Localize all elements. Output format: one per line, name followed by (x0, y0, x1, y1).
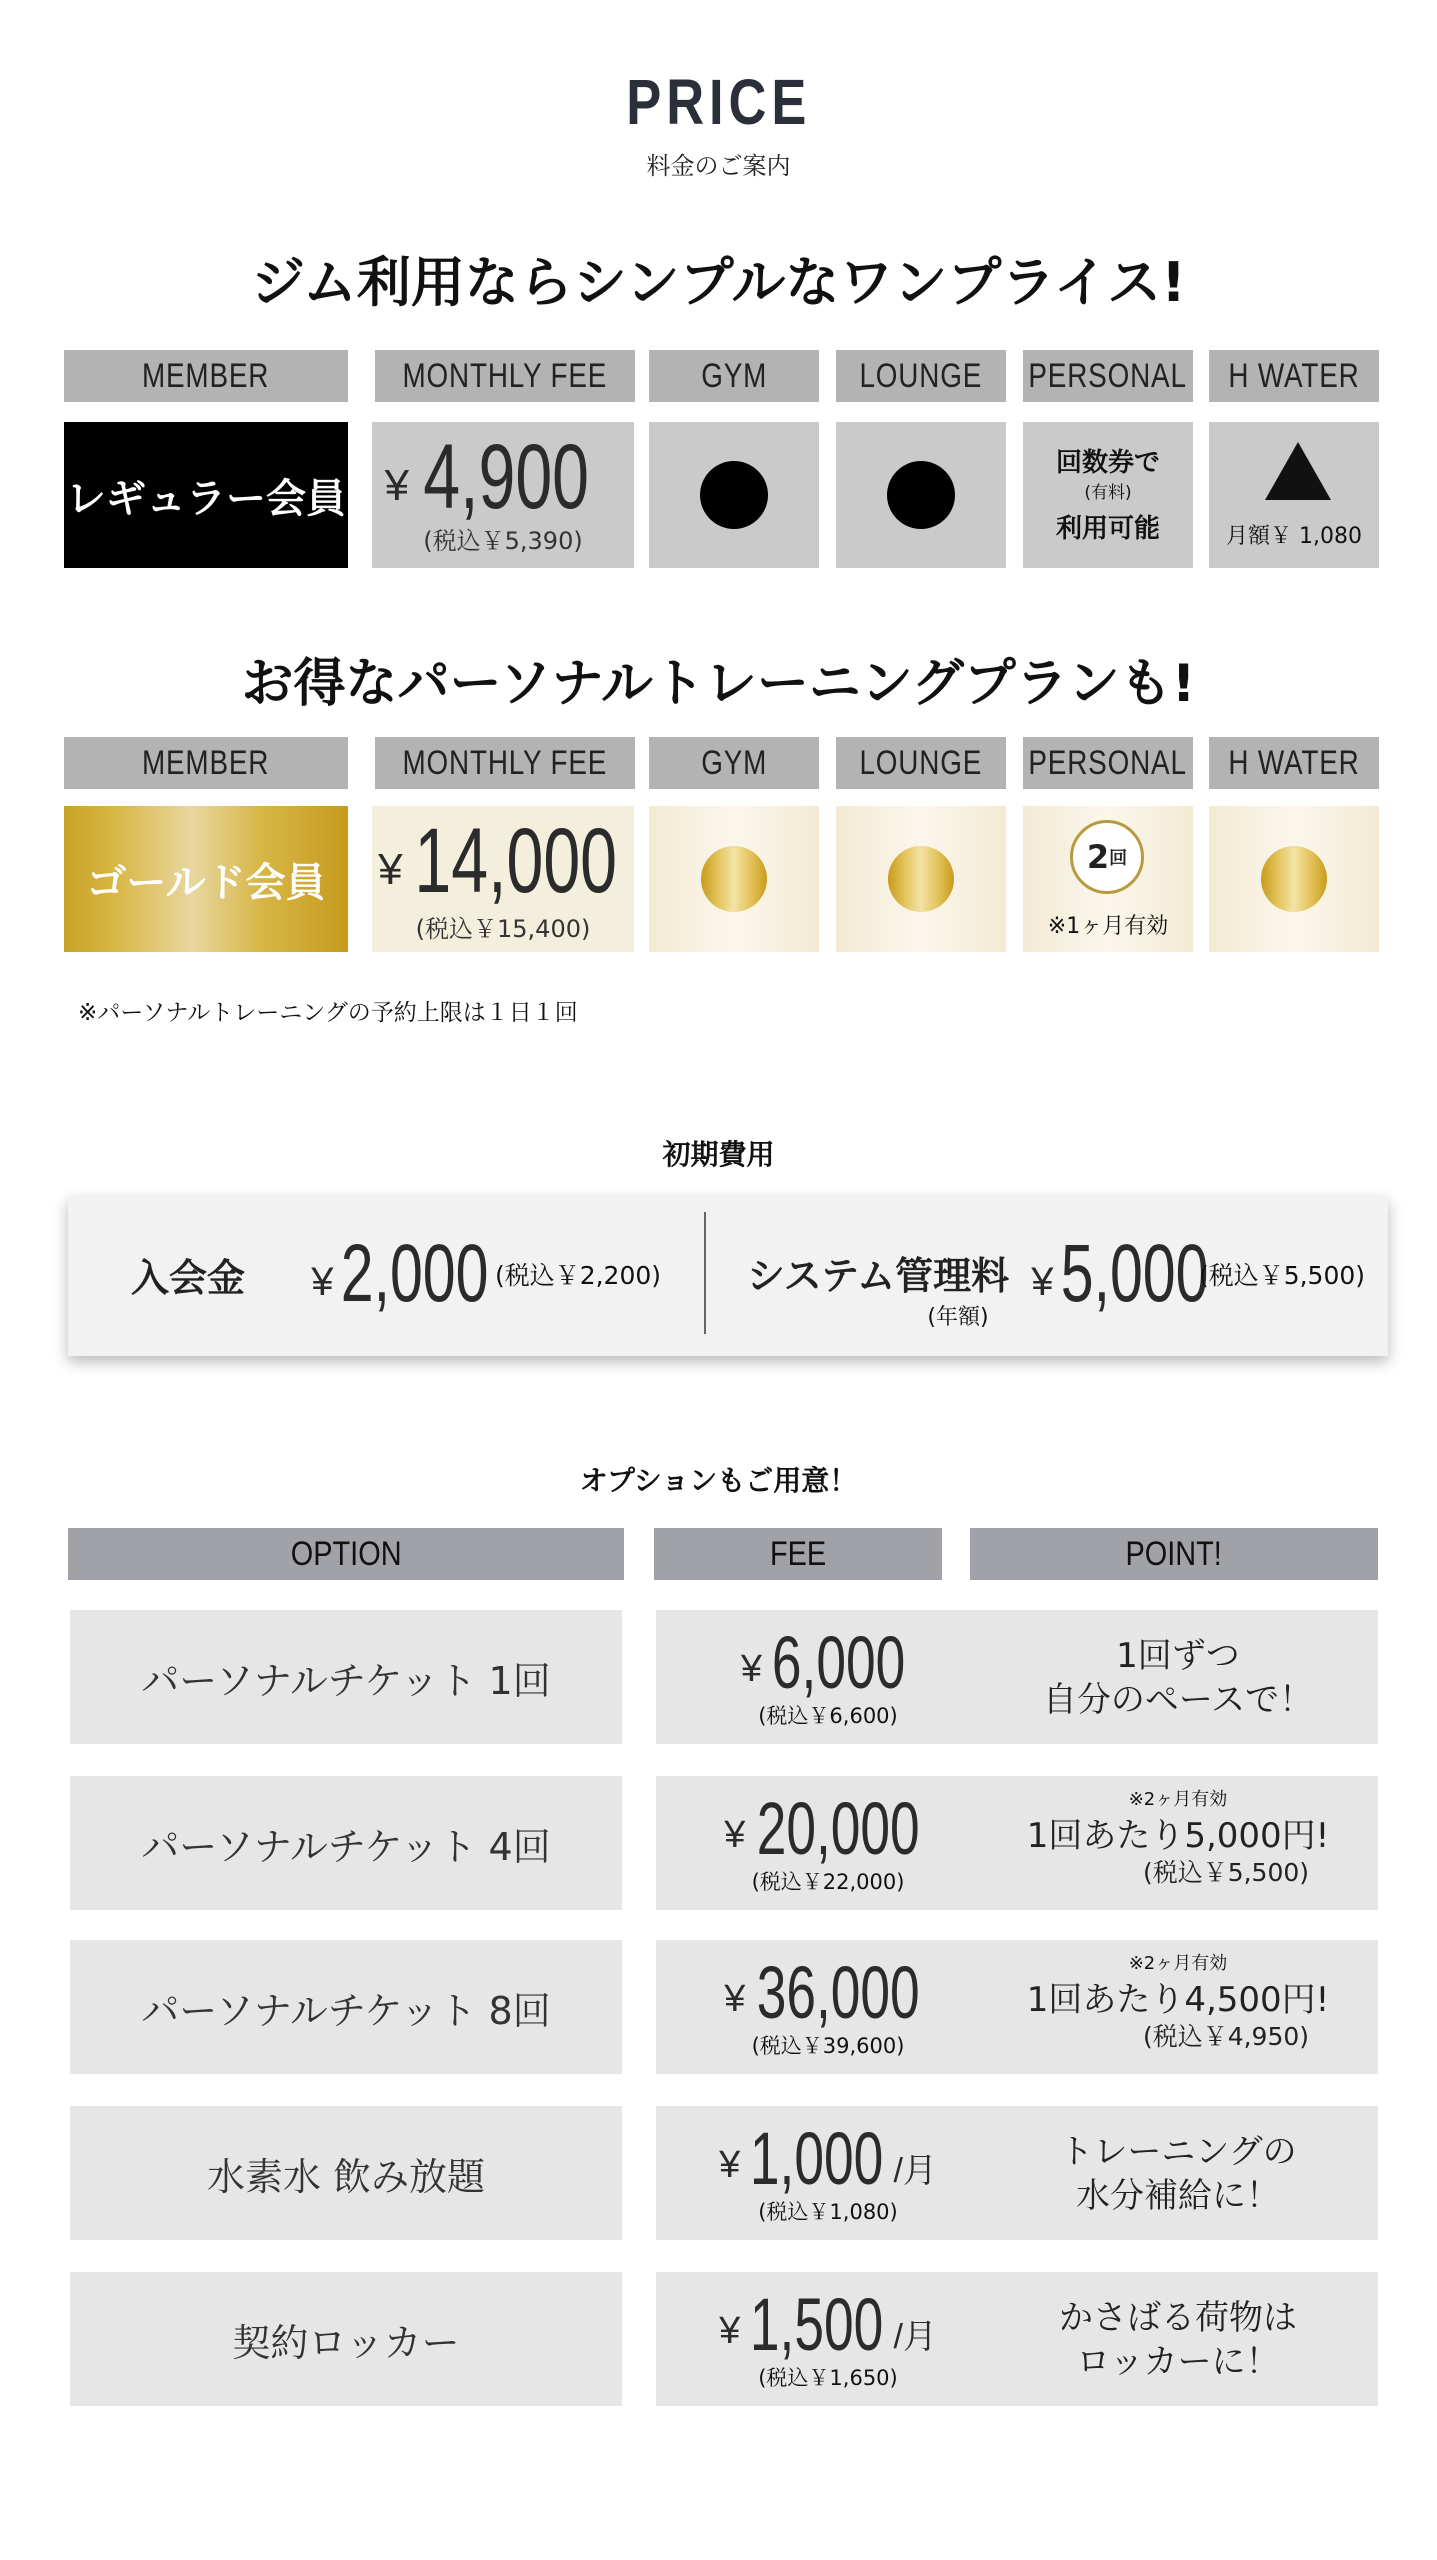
option-row-name: 契約ロッカー (70, 2272, 622, 2406)
option-price-tax: (税込￥22,000) (751, 1870, 905, 1894)
col-header-lounge-2: LOUNGE (836, 737, 1006, 789)
yen-symbol: ¥ (719, 2309, 741, 2352)
monthly-fee-tax: (税込￥5,390) (423, 526, 583, 555)
initial-cost-panel (68, 1196, 1388, 1356)
page-subtitle: 料金のご案内 (646, 151, 791, 180)
personal-footnote: ※パーソナルトレーニングの予約上限は１日１回 (78, 1000, 578, 1026)
initial-cost-heading: 初期費用 (662, 1138, 775, 1171)
option-price-value: 6,000 (771, 1620, 906, 1704)
gold-circle-icon (701, 846, 767, 912)
option-row-name: パーソナルチケット 4回 (70, 1776, 622, 1910)
option-price (656, 2118, 1000, 2198)
col-header-point: POINT! (970, 1528, 1378, 1580)
option-point-small: ※2ヶ月有効 (1128, 1789, 1228, 1810)
member-gold-label: ゴールド会員 (64, 806, 348, 952)
col-header-member: MEMBER (64, 350, 348, 402)
col-header-monthly-fee-2: MONTHLY FEE (375, 737, 635, 789)
col-header-fee: FEE (654, 1528, 942, 1580)
option-price (656, 1952, 1000, 2032)
personal-line3: 利用可能 (1055, 513, 1160, 544)
gold-circle-icon (1261, 846, 1327, 912)
yen-symbol: ¥ (1031, 1259, 1054, 1304)
col-header-gym-2: GYM (649, 737, 819, 789)
option-point-line2: ロッカーに！ (1076, 2341, 1280, 2382)
option-point-line1: トレーニングの (1059, 2131, 1297, 2172)
monthly-fee-value: 4,900 (423, 425, 590, 528)
option-point-line1: 1回ずつ (1116, 1635, 1240, 1676)
lounge-cell-regular (836, 422, 1006, 568)
option-point-line3: (税込￥5,500) (1142, 1858, 1310, 1887)
h-water-cell-regular (1209, 422, 1379, 568)
yen-symbol: ¥ (384, 461, 410, 510)
option-price-value: 20,000 (757, 1786, 921, 1870)
monthly-fee-gold-tax: (税込￥15,400) (415, 914, 591, 943)
option-price (656, 1788, 1000, 1868)
section2-heading: お得なパーソナルトレーニングプランも! (241, 653, 1196, 714)
col-header-h-water: H WATER (1209, 350, 1379, 402)
optional-triangle-icon (1265, 442, 1331, 500)
option-price-tax: (税込￥1,080) (758, 2200, 898, 2224)
option-row-name: パーソナルチケット 8回 (70, 1940, 622, 2074)
two-sessions-badge: 2 回 (1070, 820, 1144, 894)
monthly-fee-gold (372, 806, 634, 952)
personal-cell-regular (1023, 422, 1193, 568)
option-price-tax: (税込￥6,600) (758, 1704, 898, 1728)
col-header-lounge: LOUNGE (836, 350, 1006, 402)
gold-circle-icon (888, 846, 954, 912)
member-regular-label: レギュラー会員 (64, 422, 348, 568)
gym-cell-regular (649, 422, 819, 568)
option-price-unit: /月 (893, 2317, 937, 2356)
option-point-line2: 水分補給に！ (1076, 2175, 1280, 2216)
option-point-line1: かさばる荷物は (1059, 2297, 1297, 2338)
option-price-tax: (税込￥39,600) (751, 2034, 905, 2058)
lounge-cell-gold (836, 806, 1006, 952)
yen-symbol: ¥ (740, 1647, 762, 1690)
entry-fee-label: 入会金 (130, 1255, 245, 1300)
entry-fee-value: 2,000 (340, 1228, 488, 1319)
personal-gold-note: ※1ヶ月有効 (1047, 913, 1169, 939)
options-heading: オプションもご用意！ (579, 1464, 858, 1497)
yen-symbol: ¥ (724, 1977, 746, 2020)
option-row-name: 水素水 飲み放題 (70, 2106, 622, 2240)
system-fee-label: システム管理料 (746, 1253, 1010, 1298)
option-row-fee-point (656, 2272, 1378, 2406)
option-price-value: 36,000 (757, 1950, 921, 2034)
col-header-member-2: MEMBER (64, 737, 348, 789)
yen-symbol: ¥ (719, 2143, 741, 2186)
monthly-fee-regular (372, 422, 634, 568)
option-row-name: パーソナルチケット 1回 (70, 1610, 622, 1744)
option-row-fee-point (656, 1776, 1378, 1910)
gym-cell-gold (649, 806, 819, 952)
option-price-unit: /月 (893, 2151, 937, 2190)
option-point-line2: 自分のペースで！ (1042, 1679, 1314, 1720)
personal-cell-gold (1023, 806, 1193, 952)
personal-line1: 回数券で (1055, 447, 1160, 478)
section1-heading: ジム利用ならシンプルなワンプライス! (251, 250, 1186, 314)
personal-line2: (有料) (1084, 482, 1132, 503)
yen-symbol: ¥ (378, 845, 403, 894)
col-header-gym: GYM (649, 350, 819, 402)
option-point-small: ※2ヶ月有効 (1128, 1953, 1228, 1974)
col-header-personal-2: PERSONAL (1023, 737, 1193, 789)
h-water-cell-gold (1209, 806, 1379, 952)
col-header-monthly-fee: MONTHLY FEE (375, 350, 635, 402)
col-header-h-water-2: H WATER (1209, 737, 1379, 789)
option-row-fee-point (656, 1940, 1378, 2074)
option-price-tax: (税込￥1,650) (758, 2366, 898, 2390)
option-price-value: 1,000 (750, 2116, 884, 2200)
included-circle-icon (887, 461, 955, 529)
option-point-line1: 1回あたり4,500円! (1026, 1979, 1330, 2020)
option-price (656, 1622, 1000, 1702)
col-header-personal: PERSONAL (1023, 350, 1193, 402)
option-point-line1: 1回あたり5,000円! (1026, 1815, 1330, 1856)
system-fee-tax: (税込￥5,500) (1198, 1261, 1366, 1290)
yen-symbol: ¥ (724, 1813, 746, 1856)
h-water-note: 月額￥ 1,080 (1226, 523, 1362, 549)
option-row-fee-point (656, 1610, 1378, 1744)
option-point-line3: (税込￥4,950) (1142, 2022, 1310, 2051)
col-header-option: OPTION (68, 1528, 624, 1580)
option-price (656, 2284, 1000, 2364)
system-fee-value: 5,000 (1060, 1228, 1208, 1319)
yen-symbol: ¥ (311, 1259, 334, 1304)
option-price-value: 1,500 (750, 2282, 884, 2366)
page-title: PRICE (626, 66, 811, 138)
option-row-fee-point (656, 2106, 1378, 2240)
monthly-fee-gold-value: 14,000 (413, 809, 617, 912)
panel-divider (704, 1212, 706, 1334)
included-circle-icon (700, 461, 768, 529)
system-fee-sub: (年額) (927, 1304, 989, 1330)
entry-fee-tax: (税込￥2,200) (494, 1261, 662, 1290)
